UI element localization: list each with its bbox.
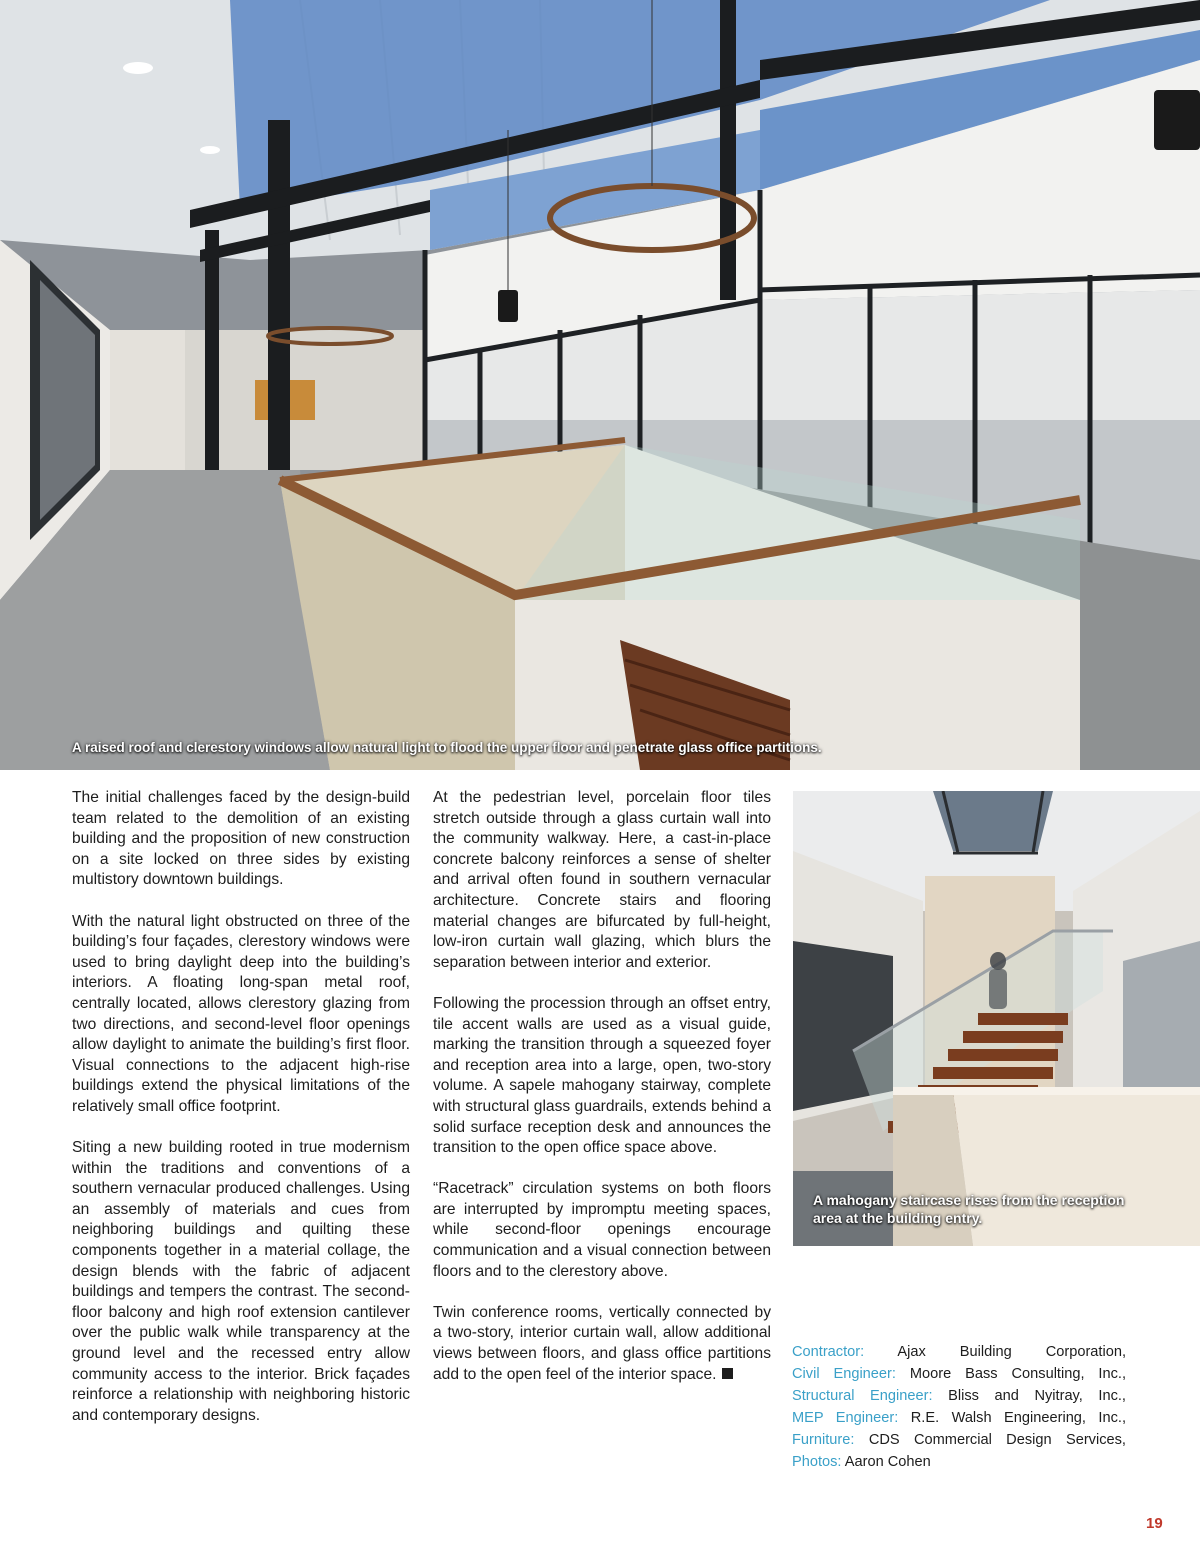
credit-value: Moore Bass Consulting, Inc.,	[909, 1366, 1127, 1382]
credit-label: Furniture:	[792, 1432, 855, 1448]
paragraph: The initial challenges faced by the design-build team related to the demolition of an existing building and the proposition of new construction on a site locked on three sides by existing multistory downtown buildings.	[72, 789, 410, 889]
credit-label: Structural Engineer:	[792, 1388, 933, 1404]
credit-mep-engineer	[792, 1407, 1126, 1429]
hero-photo-caption: A raised roof and clerestory windows allow natural light to flood the upper floor and penetrate glass office partitions.	[72, 740, 822, 755]
project-credits	[792, 1341, 1126, 1473]
credit-contractor	[792, 1341, 1126, 1363]
article-column-1	[72, 788, 410, 1426]
credit-label: Contractor:	[792, 1344, 865, 1360]
staircase-illustration	[793, 791, 1200, 1246]
credit-value: Ajax Building Corporation,	[897, 1344, 1127, 1360]
paragraph: “Racetrack” circulation systems on both floors are interrupted by impromptu meeting spaces, while second-floor openings encourage communication and a visual connection between floors and to the clerestory above.	[433, 1180, 771, 1280]
credit-structural-engineer	[792, 1385, 1126, 1407]
paragraph: Following the procession through an offset entry, tile accent walls are used as a visual guide, marking the transition through a squeezed foyer and reception area into a large, open, two-story volume. A sapele mahogany stairway, complete with structural glass guardrails, extends behind a solid surface reception desk and announces the transition to the open office space above.	[433, 994, 771, 1157]
credit-label: Civil Engineer:	[792, 1366, 896, 1382]
credit-value: Aaron Cohen	[844, 1454, 931, 1470]
article-column-2	[433, 788, 771, 1385]
credit-value: Bliss and Nyitray, Inc.,	[948, 1388, 1126, 1404]
paragraph: Siting a new building rooted in true modernism within the traditions and conventions of a southern vernacular produced challenges. Using an assembly of materials and cues from neighboring buildings and quilting these components together in a material collage, the design blends with the fabric of adjacent buildings and tempers the contrast. The second-floor balcony and high roof extension cantilever over the public walk while transparency at the ground level and the recessed entry allow community access to the interior. Brick façades reinforce a relationship with neighboring historic and contemporary designs.	[72, 1139, 410, 1424]
end-mark-icon	[722, 1368, 733, 1379]
paragraph-last	[433, 1303, 771, 1385]
page-number: 19	[1146, 1515, 1163, 1532]
staircase-photo-caption: A mahogany staircase rises from the reception area at the building entry.	[813, 1192, 1125, 1226]
paragraph: With the natural light obstructed on three of the building’s four façades, clerestory windows were used to bring daylight deep into the building’s interiors. A floating long-span metal roof, centrally located, allows clerestory glazing from two directions, and second-level floor openings allow daylight to animate the building’s first floor. Visual connections to the adjacent high-rise buildings extend the physical limitations of the relatively small office footprint.	[72, 912, 410, 1115]
credit-civil-engineer	[792, 1363, 1126, 1385]
credit-photos	[792, 1451, 1126, 1473]
atrium-illustration	[0, 0, 1200, 770]
paragraph-text: Twin conference rooms, vertically connected by a two-story, interior curtain wall, allow additional views between floors, and glass office partitions add to the open feel of the interior space.	[433, 1303, 771, 1383]
credit-value: R.E. Walsh Engineering, Inc.,	[910, 1410, 1127, 1426]
hero-photo	[0, 0, 1200, 770]
credit-label: Photos:	[792, 1454, 842, 1470]
credit-value: CDS Commercial Design Services,	[868, 1432, 1126, 1448]
credit-label: MEP Engineer:	[792, 1410, 899, 1426]
credit-furniture	[792, 1429, 1126, 1451]
paragraph: At the pedestrian level, porcelain floor tiles stretch outside through a glass curtain wall into the community walkway. Here, a cast-in-place concrete balcony reinforces a sense of shelter and arrival often found in southern vernacular architecture. Concrete stairs and flooring material changes are bifurcated by full-height, low-iron curtain wall glazing, which blurs the separation between interior and exterior.	[433, 789, 771, 971]
staircase-photo	[793, 791, 1200, 1246]
